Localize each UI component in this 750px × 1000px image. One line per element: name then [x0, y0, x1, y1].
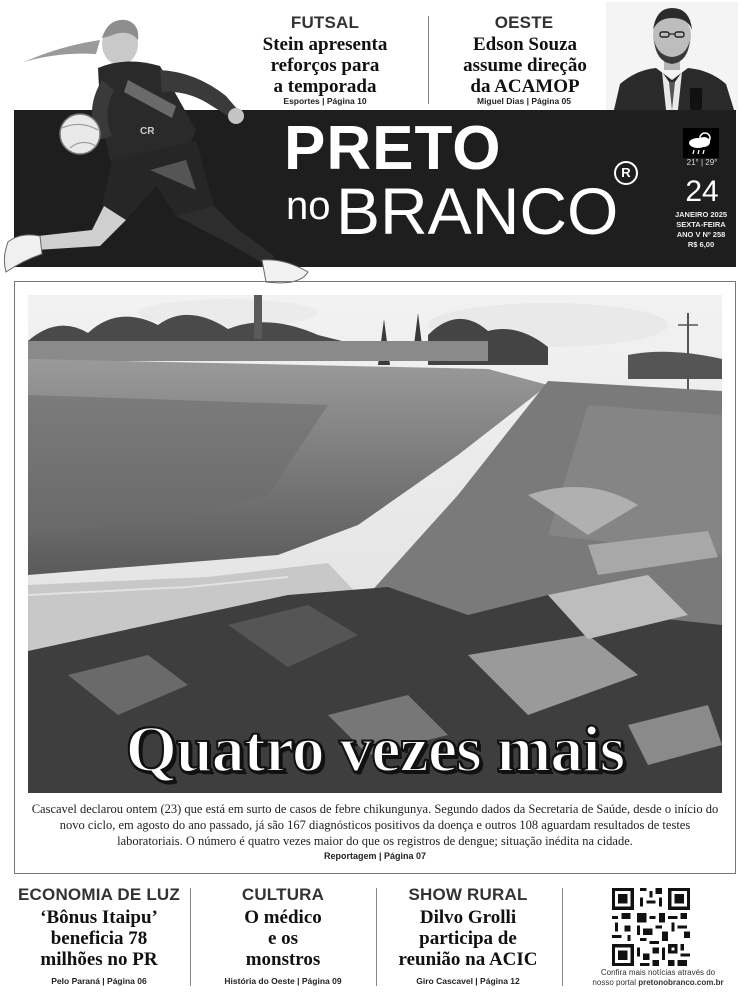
- portal-promo-line: [576, 978, 740, 988]
- main-story-text: Cascavel declarou ontem (23) que está em surto de casos de febre chikungunya. Segundo dados da Secretaria de Saúde, desde o início do novo ciclo, em agosto do ano passado, já são 167 diagnósticos positivos da doença e outros 108 aguardam resultados de testes laboratoriais. O número é quatro vezes maior do que os registros de dengue; situação inédita na cidade.: [31, 802, 719, 848]
- edition-info: [668, 210, 734, 250]
- headline-line: monstros: [245, 949, 321, 970]
- headline-line: O médico: [244, 907, 322, 928]
- edson-souza-photo[interactable]: [606, 2, 738, 110]
- main-headline[interactable]: Quatro vezes mais: [125, 713, 625, 786]
- cultura-headline[interactable]: [196, 907, 370, 970]
- column-divider: [376, 888, 377, 986]
- headline-line: Dilvo Grolli: [419, 907, 517, 928]
- main-story-credit: Reportagem | Página 07: [323, 851, 427, 861]
- temperature-range: 21° | 29°: [686, 158, 718, 167]
- oeste-kicker: OESTE: [494, 13, 554, 32]
- cultura-kicker: CULTURA: [241, 885, 325, 904]
- brand-preto[interactable]: PRETO: [284, 114, 502, 183]
- futsal-credit: Esportes | Página 10: [283, 96, 367, 106]
- edition-month: JANEIRO 2025: [674, 210, 728, 219]
- cloud-rain-sun-icon: [683, 128, 719, 158]
- show-rural-kicker: SHOW RURAL: [408, 885, 528, 904]
- headline-line: assume direção: [463, 55, 587, 76]
- economia-kicker: ECONOMIA DE LUZ: [18, 885, 180, 904]
- registered-mark: R: [614, 161, 638, 185]
- headline-line: participa de: [419, 928, 517, 949]
- svg-text:CR: CR: [140, 126, 155, 137]
- column-divider: [562, 888, 563, 986]
- oeste-credit: Miguel Dias | Página 05: [476, 96, 572, 106]
- show-rural-credit: Giro Cascavel | Página 12: [416, 976, 520, 986]
- brand-branco[interactable]: BRANCO: [336, 174, 619, 248]
- headline-line: beneficia 78: [50, 928, 148, 949]
- edition-price: R$ 6,00: [687, 240, 715, 249]
- headline-line: Stein apresenta: [262, 34, 388, 55]
- headline-line: e os: [267, 928, 299, 949]
- edition-weekday: SEXTA-FEIRA: [676, 220, 726, 229]
- headline-line: da ACAMOP: [470, 76, 580, 97]
- portal-prefix: nosso portal: [592, 978, 639, 987]
- portal-promo: [576, 968, 740, 988]
- column-divider: [428, 16, 429, 104]
- qr-code-icon[interactable]: [612, 888, 690, 966]
- oeste-headline[interactable]: [430, 34, 620, 97]
- portal-promo-line: Confira mais notícias através do: [600, 968, 716, 977]
- futsal-athlete-photo[interactable]: [0, 10, 320, 285]
- cultura-credit: História do Oeste | Página 09: [224, 976, 342, 986]
- futsal-kicker: FUTSAL: [290, 13, 360, 32]
- economia-headline[interactable]: [16, 907, 182, 970]
- headline-line: reunião na ACIC: [398, 949, 538, 970]
- headline-line: milhões no PR: [40, 949, 158, 970]
- edition-number: ANO V Nº 258: [676, 230, 726, 239]
- headline-line: a temporada: [273, 76, 377, 97]
- portal-link[interactable]: pretonobranco.com.br: [638, 978, 724, 987]
- edition-day: 24: [685, 175, 719, 208]
- show-rural-headline[interactable]: [380, 907, 556, 970]
- brand-no: no: [286, 184, 331, 228]
- headline-line: Edson Souza: [472, 34, 578, 55]
- column-divider: [190, 888, 191, 986]
- headline-line: ‘Bônus Itaipu’: [40, 907, 158, 928]
- headline-line: reforços para: [270, 55, 380, 76]
- economia-credit: Pelo Paraná | Página 06: [51, 976, 147, 986]
